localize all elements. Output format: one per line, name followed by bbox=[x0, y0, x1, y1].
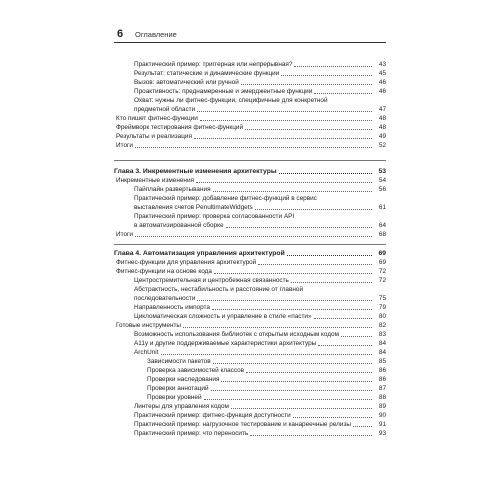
toc-entry[interactable] bbox=[114, 330, 386, 339]
dot-leader bbox=[231, 407, 372, 409]
toc-entry-line: Цикломатическая сложность и управление в стиле «пасти» bbox=[134, 313, 312, 320]
dot-leader bbox=[200, 119, 372, 121]
toc-entry-line: Готовые инструменты bbox=[116, 322, 181, 329]
dot-leader bbox=[291, 281, 372, 283]
dot-leader bbox=[255, 208, 372, 210]
toc-chapter-entry[interactable] bbox=[114, 249, 386, 258]
dot-leader bbox=[314, 92, 372, 94]
toc-page-number: 52 bbox=[378, 142, 386, 149]
dot-leader bbox=[135, 146, 372, 148]
toc-entry[interactable] bbox=[114, 123, 386, 132]
toc-entry[interactable] bbox=[114, 60, 386, 69]
dot-leader bbox=[161, 353, 372, 355]
dot-leader bbox=[213, 362, 372, 364]
dot-leader bbox=[293, 416, 372, 418]
toc-entry[interactable] bbox=[114, 185, 386, 194]
toc-page-number: 43 bbox=[378, 61, 386, 68]
toc-entry[interactable] bbox=[114, 339, 386, 348]
toc-entry-line: Результат: статические и динамические функции bbox=[134, 70, 280, 77]
dot-leader bbox=[213, 190, 372, 192]
toc-entry-line: A11y и другие поддерживаемые характеристики архитектуры bbox=[134, 340, 317, 347]
toc-entry-line: Глава 4. Автоматизация управления архитектурой bbox=[114, 250, 285, 257]
dot-leader bbox=[258, 263, 372, 265]
toc-entry[interactable] bbox=[114, 132, 386, 141]
dot-leader bbox=[197, 110, 372, 112]
toc-page-number: 49 bbox=[378, 133, 386, 140]
toc-page-number: 86 bbox=[378, 376, 386, 383]
toc-entry-line: Итоги bbox=[116, 142, 133, 149]
toc-page-number: 45 bbox=[378, 70, 386, 77]
toc-entry[interactable] bbox=[114, 384, 386, 393]
toc-entry-line: Фитнес-функции на основе кода bbox=[116, 268, 212, 275]
toc-entry[interactable] bbox=[114, 420, 386, 429]
page-header bbox=[114, 28, 386, 43]
toc-entry-line: Практический пример: проверка согласованности API bbox=[134, 213, 295, 220]
dot-leader bbox=[287, 254, 372, 256]
toc-entry[interactable] bbox=[114, 176, 386, 185]
toc-entry-line: ArchUnit bbox=[134, 349, 159, 356]
toc-page-number: 90 bbox=[378, 412, 386, 419]
toc-page-number: 88 bbox=[378, 394, 386, 401]
dot-leader bbox=[246, 371, 372, 373]
dot-leader bbox=[183, 326, 372, 328]
dot-leader bbox=[353, 425, 372, 427]
toc-page-number: 85 bbox=[378, 358, 386, 365]
running-title: Оглавление bbox=[135, 30, 177, 39]
toc-entry-line: предметной области bbox=[134, 106, 196, 113]
dot-leader bbox=[318, 344, 372, 346]
dot-leader bbox=[245, 128, 372, 130]
dot-leader bbox=[221, 380, 372, 382]
toc-page-number: 72 bbox=[378, 268, 386, 275]
dot-leader bbox=[241, 83, 372, 85]
toc-page-number: 75 bbox=[378, 295, 386, 302]
toc-entry-line: Кто пишет фитнес-функции bbox=[116, 115, 198, 122]
toc-page-number: 48 bbox=[378, 124, 386, 131]
toc-entry-line: Проверка зависимостей классов bbox=[147, 367, 245, 374]
dot-leader bbox=[211, 389, 372, 391]
toc-page-number: 91 bbox=[378, 421, 386, 428]
toc-page-number: 87 bbox=[378, 385, 386, 392]
toc-entry-line: Зависимости пакетов bbox=[147, 358, 211, 365]
toc-entry-line: Проверки наследования bbox=[147, 376, 220, 383]
toc-entry[interactable] bbox=[114, 114, 386, 123]
toc-page-number: 64 bbox=[378, 222, 386, 229]
toc-entry-line: Практический пример: фитнес-функция доступности bbox=[134, 412, 291, 419]
toc-entry-line: Глава 3. Инкрементные изменения архитектуры bbox=[114, 168, 277, 175]
dot-leader bbox=[212, 308, 372, 310]
toc-page-number: 61 bbox=[378, 204, 386, 211]
toc-entry-line: Проактивность: преднамеренные и эмерджентные функции bbox=[134, 88, 313, 95]
toc-entry[interactable] bbox=[114, 258, 386, 267]
section-rule bbox=[114, 244, 386, 245]
toc-page-number: 86 bbox=[378, 367, 386, 374]
toc-entry[interactable] bbox=[114, 375, 386, 384]
toc-entry-line: Линтеры для управления кодом bbox=[134, 403, 229, 410]
dot-leader bbox=[196, 181, 372, 183]
toc-entry-line: Направленность импорта bbox=[134, 304, 210, 311]
toc-entry[interactable] bbox=[114, 96, 386, 114]
toc-entry-line: Абстрактность, нестабильность и расстояние от главной bbox=[134, 286, 304, 293]
toc-entry-line: Пайплайн развертывания bbox=[134, 186, 211, 193]
toc-entry[interactable] bbox=[114, 230, 386, 239]
dot-leader bbox=[226, 226, 372, 228]
toc-page-number: 48 bbox=[378, 115, 386, 122]
toc-page-number: 83 bbox=[378, 331, 386, 338]
toc-entry-title bbox=[134, 420, 372, 429]
toc-entry[interactable] bbox=[114, 312, 386, 321]
toc-entry-line: Фитнес-функции для управления архитектурой bbox=[116, 259, 257, 266]
toc-page-number: 46 bbox=[378, 88, 386, 95]
toc-entry-line: Охват: нужны ли фитнес-функции, специфичные для конкретной bbox=[134, 97, 328, 104]
toc-entry[interactable] bbox=[114, 141, 386, 150]
dot-leader bbox=[281, 74, 372, 76]
dot-leader bbox=[314, 317, 373, 319]
toc-page-number: 54 bbox=[378, 177, 386, 184]
toc-entry-line: Практический пример: добавление фитнес-функций в сервис bbox=[134, 195, 317, 202]
toc-entry-line: Фреймворк тестирования фитнес-функций bbox=[116, 124, 244, 131]
dot-leader bbox=[341, 335, 372, 337]
toc-entry[interactable] bbox=[114, 402, 386, 411]
dot-leader bbox=[194, 137, 372, 139]
dot-leader bbox=[214, 272, 372, 274]
toc-page-number: 69 bbox=[378, 250, 386, 257]
toc-page-number: 69 bbox=[378, 259, 386, 266]
toc-entry-line: Вызов: автоматический или ручной bbox=[134, 79, 239, 86]
toc-entry-title bbox=[134, 330, 372, 339]
toc-entry[interactable] bbox=[114, 267, 386, 276]
page-number: 6 bbox=[117, 28, 124, 40]
toc-page-number: 93 bbox=[378, 430, 386, 437]
toc-entry[interactable] bbox=[114, 194, 386, 212]
toc-entry-line: выставления счетов PenultimateWidgets bbox=[134, 204, 253, 211]
toc-entry[interactable] bbox=[114, 78, 386, 87]
toc-entry[interactable] bbox=[114, 348, 386, 357]
toc-entry-line: Проверки уровней bbox=[147, 394, 202, 401]
dot-leader bbox=[294, 65, 372, 67]
section-rule bbox=[114, 160, 386, 161]
toc-page-number: 72 bbox=[378, 277, 386, 284]
toc-entry[interactable] bbox=[114, 276, 386, 285]
toc-page-number: 84 bbox=[378, 349, 386, 356]
dot-leader bbox=[135, 235, 372, 237]
dot-leader bbox=[250, 434, 372, 436]
toc-entry[interactable] bbox=[114, 357, 386, 366]
toc-entry[interactable] bbox=[114, 212, 386, 230]
toc-entry-line: Инкрементные изменения bbox=[116, 177, 194, 184]
toc-entry-line: Возможность использования библиотек с открытым исходным кодом bbox=[134, 331, 339, 338]
toc-page-number: 82 bbox=[378, 322, 386, 329]
toc-page-number: 46 bbox=[378, 79, 386, 86]
toc-entry-line: Проверки аннотаций bbox=[147, 385, 209, 392]
toc-entry-line: Практический пример: нагрузочное тестирование и канареечные релизы bbox=[134, 421, 351, 428]
toc-page-number: 79 bbox=[378, 304, 386, 311]
toc-page-number: 56 bbox=[378, 186, 386, 193]
toc-entry[interactable] bbox=[114, 411, 386, 420]
toc-entry[interactable] bbox=[114, 303, 386, 312]
toc-page-number: 84 bbox=[378, 340, 386, 347]
toc-entry-line: Итоги bbox=[116, 231, 133, 238]
toc-entry-line: последовательности bbox=[134, 295, 196, 302]
dot-leader bbox=[204, 398, 372, 400]
toc-entry-line: Практический пример: триггерная или непрерывная? bbox=[134, 61, 293, 68]
toc-entry[interactable] bbox=[114, 393, 386, 402]
toc-entry[interactable] bbox=[114, 285, 386, 303]
toc-entry-line: Центростремительная и центробежная связанность bbox=[134, 277, 289, 284]
toc-entry[interactable] bbox=[114, 87, 386, 96]
toc-chapter-entry[interactable] bbox=[114, 167, 386, 176]
toc-entry[interactable] bbox=[114, 366, 386, 375]
toc-entry[interactable] bbox=[114, 69, 386, 78]
toc-page-number: 47 bbox=[378, 106, 386, 113]
toc-entry-line: в автоматизированной сборке bbox=[134, 222, 224, 229]
toc-entry-line: Практический пример: что переносить bbox=[134, 430, 249, 437]
toc-page-number: 68 bbox=[378, 231, 386, 238]
dot-leader bbox=[197, 299, 372, 301]
toc-entry[interactable] bbox=[114, 321, 386, 330]
toc-page-number: 89 bbox=[378, 403, 386, 410]
toc-entry-line: Результаты и реализация bbox=[116, 133, 192, 140]
toc-page-number: 80 bbox=[378, 313, 386, 320]
toc-page-number: 53 bbox=[378, 168, 386, 175]
dot-leader bbox=[279, 172, 372, 174]
toc-entry[interactable] bbox=[114, 429, 386, 438]
